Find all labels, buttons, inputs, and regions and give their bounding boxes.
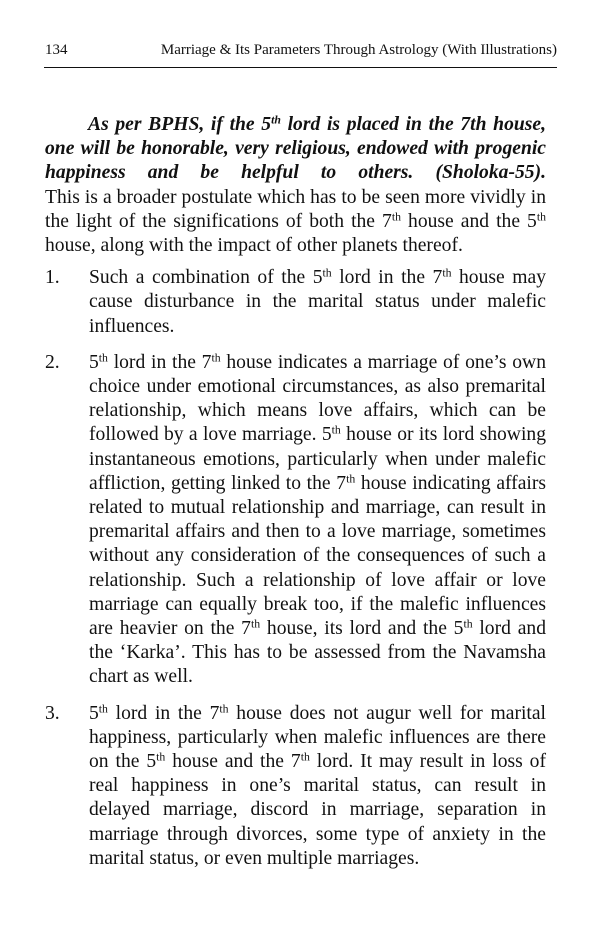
item-text xyxy=(89,702,546,871)
intro-text: house and the 5 xyxy=(400,210,537,232)
superscript: th xyxy=(322,266,332,280)
item-text xyxy=(89,351,546,690)
list-item xyxy=(45,702,546,871)
list-item xyxy=(45,266,546,339)
superscript: th xyxy=(98,351,108,365)
superscript: th xyxy=(250,617,261,631)
superscript: th xyxy=(346,472,356,486)
text-run: lord in the 7 xyxy=(331,267,443,289)
text-run: lord. It may result in loss of real happiness in one’s marital status, can result in delayed marriage, discord in marriage, separation in marriage through divorces, some type of anxiety in the marital status, or even multiple marriages. xyxy=(89,751,546,869)
numbered-list xyxy=(45,266,546,871)
superscript: th xyxy=(219,702,229,716)
superscript: th xyxy=(442,266,452,280)
item-text xyxy=(89,266,546,339)
item-number: 3. xyxy=(45,702,60,724)
running-title: Marriage & Its Parameters Through Astrology (With Illustrations) xyxy=(160,42,557,58)
page-number: 134 xyxy=(45,42,68,58)
superscript: th xyxy=(211,351,221,365)
quote-text: As per BPHS, if the 5 xyxy=(88,114,272,135)
text-run: lord in the 7 xyxy=(107,351,212,373)
superscript: th xyxy=(536,210,546,224)
bphs-quote xyxy=(45,113,546,186)
text-run: lord in the 7 xyxy=(107,702,220,724)
text-run: house indicating affairs related to mutual relationship and marriage, can result in premarital affairs and then to a love marriage, sometimes without any consideration of the consequences of such a relationship. Such a relationship of love affair or love marriage can equally break too, if the malefic influences are heavier on the 7 xyxy=(89,472,547,640)
text-run: house indicates a marriage of one’s own choice under emotional circumstances, as also premarital relationship, which means love affairs, which can be followed by a love marriage. 5 xyxy=(89,351,546,446)
intro-text: house, along with the impact of other planets thereof. xyxy=(45,235,463,257)
page-header xyxy=(45,40,557,64)
text-run: 5 xyxy=(89,351,99,373)
superscript: th xyxy=(391,210,401,224)
list-item xyxy=(45,351,546,690)
text-run: Such a combination of the 5 xyxy=(89,267,323,289)
superscript: th xyxy=(331,423,341,437)
item-number: 1. xyxy=(45,267,60,289)
body-text xyxy=(45,113,546,883)
text-run: house, its lord and the 5 xyxy=(260,618,464,640)
superscript: th xyxy=(463,617,473,631)
text-run: house does not augur well for marital happiness, particularly when malefic influences are there on the 5 xyxy=(89,702,547,773)
superscript: th xyxy=(98,702,108,716)
text-run: lord and the ‘Karka’. This has to be assessed from the Navamsha chart as well. xyxy=(89,618,546,688)
text-run: house and the 7 xyxy=(165,751,301,773)
text-run: house or its lord showing instantaneous emotions, particularly when under malefic affliction, getting linked to the 7 xyxy=(89,424,546,494)
quote-text: lord is placed in the 7th house, one will be honorable, very religious, endowed with progenic happiness and be helpful to others. (Sholoka-55). xyxy=(45,114,546,184)
text-run: house may cause disturbance in the marital status under malefic influences. xyxy=(89,267,546,337)
superscript: th xyxy=(271,113,281,127)
text-run: 5 xyxy=(89,702,99,724)
intro-paragraph xyxy=(45,113,546,258)
item-number: 2. xyxy=(45,351,60,373)
header-rule xyxy=(44,67,557,68)
superscript: th xyxy=(156,750,166,764)
intro-text: This is a broader postulate which has to be seen more vividly in the light of the significations of both the 7 xyxy=(45,186,546,232)
superscript: th xyxy=(300,750,310,764)
